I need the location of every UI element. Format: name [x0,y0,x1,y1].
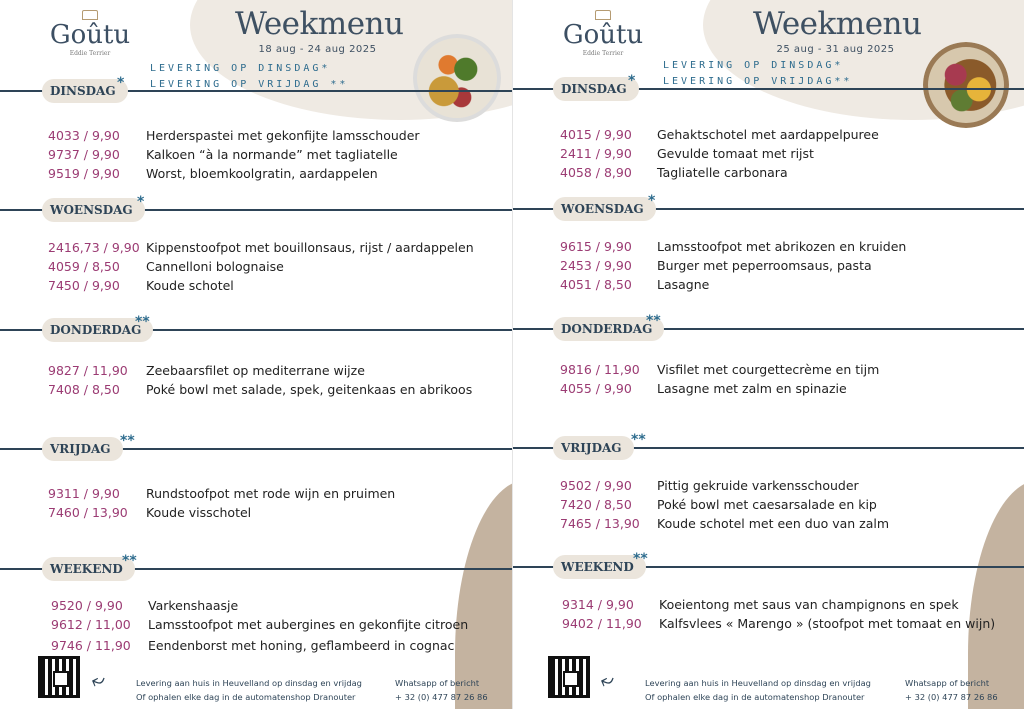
delivery-friday: LEVERING OP VRIJDAG ** [150,79,349,90]
decorative-blob-side [968,480,1024,709]
item-code-price: 7450 / 9,90 [48,278,120,293]
footer-line-1: Levering aan huis in Heuvelland op dinsdag en vrijdag [645,678,871,688]
item-name: Kalkoen “à la normande” met tagliatelle [146,147,398,162]
page-title: Weekmenu [753,6,922,42]
item-name: Lamsstoofpot met abrikozen en kruiden [657,239,907,254]
item-code-price: 2416,73 / 9,90 [48,240,140,255]
item-name: Herderspastei met gekonfijte lamsschouder [146,128,420,143]
item-name: Gehaktschotel met aardappelpuree [657,127,879,142]
item-code-price: 7408 / 8,50 [48,382,120,397]
item-name: Lamsstoofpot met aubergines en gekonfijte citroen [148,617,469,632]
item-code-price: 9737 / 9,90 [48,147,120,162]
item-code-price: 9827 / 11,90 [48,363,128,378]
day-header-vrijdag [513,432,1024,461]
menu-page-right [512,0,1024,709]
item-name: Cannelloni bolognaise [146,259,284,274]
day-label: DONDERDAG ** [42,318,153,342]
day-label: VRIJDAG ** [42,437,123,461]
contact-label: Whatsapp of bericht [905,678,990,688]
logo-hat-icon [82,10,98,20]
day-header-donderdag [513,313,1024,342]
item-code-price: 7420 / 8,50 [560,497,632,512]
item-name: Koude schotel [146,278,234,293]
item-name: Poké bowl met salade, spek, geitenkaas en abrikoos [146,382,473,397]
arrow-icon: ⤶ [597,666,618,695]
item-name: Kalfsvlees « Marengo » (stoofpot met tomaat en wijn) [659,616,996,631]
day-label: DINSDAG * [553,77,639,101]
item-name: Gevulde tomaat met rijst [657,146,814,161]
day-header-dinsdag [0,75,512,104]
item-code-price: 4051 / 8,50 [560,277,632,292]
item-code-price: 4058 / 8,90 [560,165,632,180]
day-header-weekend [0,553,512,582]
footer-contact [905,676,998,704]
day-header-vrijdag [0,433,512,462]
footer-line-1: Levering aan huis in Heuvelland op dinsdag en vrijdag [136,678,362,688]
day-label: DONDERDAG ** [553,317,664,341]
item-code-price: 7460 / 13,90 [48,505,128,520]
day-header-donderdag [0,314,512,343]
item-code-price: 9519 / 9,90 [48,166,120,181]
logo [40,10,140,57]
item-code-price: 9311 / 9,90 [48,486,120,501]
item-name: Varkenshaasje [148,598,239,613]
item-name: Eendenborst met honing, geflambeerd in cognac [148,638,455,653]
item-code-price: 9612 / 11,00 [51,617,131,632]
day-label: WEEKEND ** [553,555,646,579]
item-code-price: 9502 / 9,90 [560,478,632,493]
item-name: Koude schotel met een duo van zalm [657,516,890,531]
footer-line-2: Of ophalen elke dag in de automatenshop Dranouter [645,692,865,702]
day-header-dinsdag [513,73,1024,102]
item-code-price: 4015 / 9,90 [560,127,632,142]
item-code-price: 7465 / 13,90 [560,516,640,531]
item-code-price: 9314 / 9,90 [562,597,634,612]
week-dates: 25 aug - 31 aug 2025 [776,44,895,55]
phone-number: + 32 (0) 477 87 26 86 [395,692,488,702]
day-label: WOENSDAG * [553,197,656,221]
day-header-woensdag [513,193,1024,222]
delivery-tuesday: LEVERING OP DINSDAG* [150,63,331,74]
day-label: WOENSDAG * [42,198,145,222]
day-header-woensdag [0,194,512,223]
logo-text: Goûtu [562,20,644,50]
delivery-tuesday: LEVERING OP DINSDAG* [663,60,844,71]
item-code-price: 9520 / 9,90 [51,598,123,613]
item-name: Poké bowl met caesarsalade en kip [657,497,877,512]
day-header-weekend [513,551,1024,580]
arrow-icon: ⤶ [88,666,109,695]
item-name: Rundstoofpot met rode wijn en pruimen [146,486,396,501]
phone-number: + 32 (0) 477 87 26 86 [905,692,998,702]
logo-subtitle: Eddie Terrier [582,50,624,57]
qr-logo-icon [53,671,69,687]
logo-subtitle: Eddie Terrier [69,50,111,57]
item-code-price: 2453 / 9,90 [560,258,632,273]
footer-contact [395,676,488,704]
week-dates: 18 aug - 24 aug 2025 [258,44,377,55]
decorative-blob-side [455,480,512,709]
item-name: Worst, bloemkoolgratin, aardappelen [146,166,378,181]
item-name: Koude visschotel [146,505,252,520]
logo-hat-icon [595,10,611,20]
contact-label: Whatsapp of bericht [395,678,480,688]
item-name: Lasagne [657,277,710,292]
delivery-friday: LEVERING OP VRIJDAG** [663,76,853,87]
day-label: DINSDAG * [42,79,128,103]
page-title: Weekmenu [235,6,404,42]
item-name: Pittig gekruide varkensschouder [657,478,859,493]
footer-delivery-info [136,676,362,704]
item-name: Tagliatelle carbonara [657,165,788,180]
item-code-price: 4059 / 8,50 [48,259,120,274]
footer-delivery-info [645,676,871,704]
day-label: WEEKEND ** [42,557,135,581]
day-label: VRIJDAG ** [553,436,634,460]
qr-code[interactable] [38,656,80,698]
qr-code[interactable] [548,656,590,698]
item-code-price: 9615 / 9,90 [560,239,632,254]
logo-text: Goûtu [49,20,131,50]
item-name: Koeientong met saus van champignons en spek [659,597,959,612]
item-code-price: 9816 / 11,90 [560,362,640,377]
qr-logo-icon [563,671,579,687]
item-name: Zeebaarsfilet op mediterrane wijze [146,363,365,378]
item-name: Kippenstoofpot met bouillonsaus, rijst / aardappelen [146,240,474,255]
item-code-price: 2411 / 9,90 [560,146,632,161]
item-name: Visfilet met courgettecrème en tijm [657,362,880,377]
item-code-price: 4055 / 9,90 [560,381,632,396]
item-name: Burger met peperroomsaus, pasta [657,258,872,273]
item-code-price: 4033 / 9,90 [48,128,120,143]
footer-line-2: Of ophalen elke dag in de automatenshop Dranouter [136,692,356,702]
item-name: Lasagne met zalm en spinazie [657,381,847,396]
item-code-price: 9746 / 11,90 [51,638,131,653]
logo [553,10,653,57]
item-code-price: 9402 / 11,90 [562,616,642,631]
